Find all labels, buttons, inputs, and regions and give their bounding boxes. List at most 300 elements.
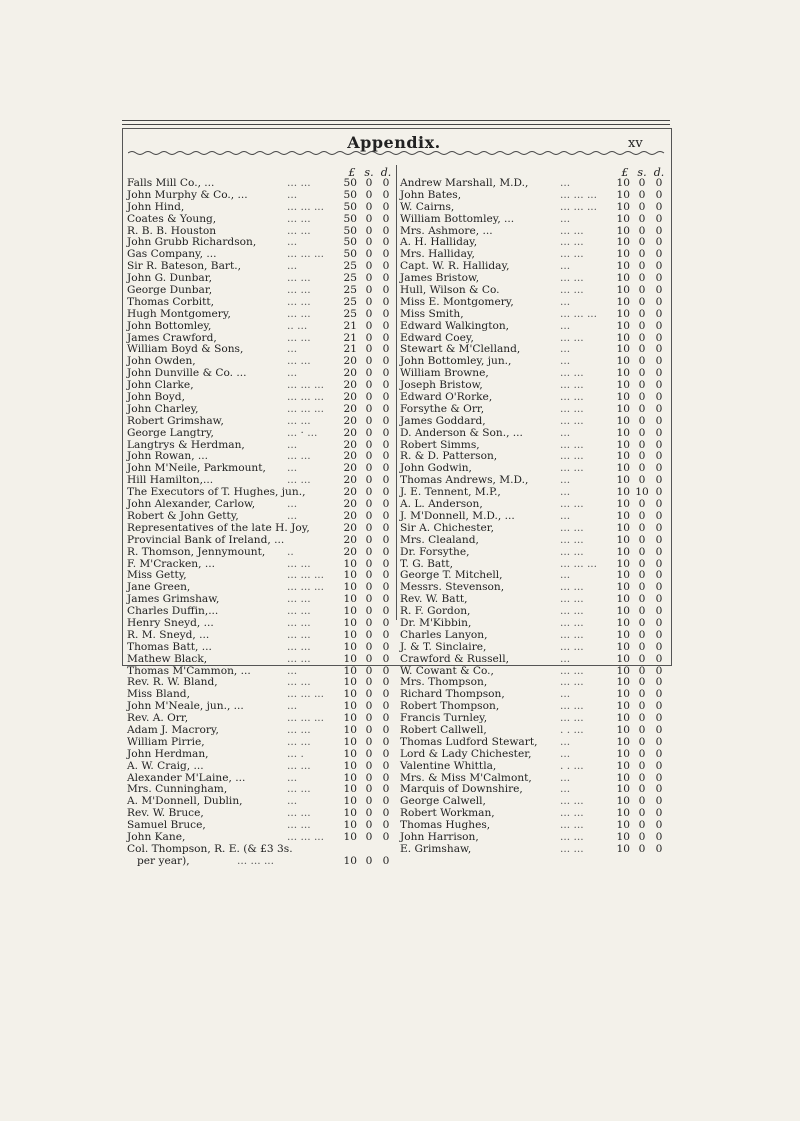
leader-dots: ... ... [560,819,584,832]
amount-pounds: 10 [616,700,630,713]
amount-shillings: 0 [638,664,646,677]
amount-pence: 0 [655,759,663,772]
leader-dots: ... [287,700,298,713]
list-item [400,749,667,761]
amount-pence: 0 [382,462,390,475]
leader-dots: ... ... [560,248,584,261]
amount-pounds: 10 [616,355,630,368]
amount-shillings: 0 [365,379,373,392]
entry-name: Capt. W. R. Halliday, [400,260,510,273]
leader-dots: ... ... ... [560,200,598,213]
amount-shillings: 0 [638,557,646,570]
amount-pounds: 20 [343,438,357,451]
amount-pence: 0 [382,545,390,558]
list-item [127,749,394,761]
leader-dots: ... ... [560,450,584,463]
entry-name: Valentine Whittla, [400,759,497,772]
leader-dots: ... · ... [287,426,318,439]
amount-pounds: 10 [616,819,630,832]
entry-name: Gas Company, ... [127,248,217,261]
leader-dots: ... [560,509,571,522]
amount-pence: 0 [655,177,663,189]
amount-shillings: 0 [638,819,646,832]
leader-dots: ... ... [560,795,584,808]
amount-pence: 0 [655,640,663,653]
amount-shillings: 0 [638,498,646,511]
amount-shillings: 0 [638,224,646,237]
amount-shillings: 0 [638,474,646,487]
amount-pounds: 10 [616,545,630,558]
amount-pounds: 10 [343,557,357,570]
amount-pence: 0 [655,426,663,439]
list-item [400,630,667,642]
amount-pence: 0 [655,842,663,855]
amount-shillings: 0 [365,462,373,475]
list-item [127,202,394,214]
left-column [127,166,394,868]
amount-pence: 0 [382,807,390,820]
leader-dots: ... [287,462,298,475]
amount-shillings: 0 [638,307,646,320]
entry-name: Miss E. Montgomery, [400,295,514,308]
entry-name: Samuel Bruce, [127,819,206,832]
entry-name: E. Grimshaw, [400,842,472,855]
amount-shillings: 0 [638,248,646,261]
amount-shillings: 0 [638,319,646,332]
entry-name: Miss Getty, [127,569,187,582]
amount-pence: 0 [382,414,390,427]
amount-shillings: 0 [365,426,373,439]
pounds-unit: £ [621,166,629,179]
amount-shillings: 0 [365,771,373,784]
amount-shillings: 0 [638,771,646,784]
amount-pence: 0 [382,188,390,201]
amount-pounds: 10 [616,771,630,784]
amount-pence: 0 [382,676,390,689]
amount-shillings: 0 [365,854,373,867]
entry-name: Rev. R. W. Bland, [127,676,218,689]
amount-shillings: 0 [638,272,646,285]
amount-pence: 0 [382,474,390,487]
amount-shillings: 0 [638,830,646,843]
leader-dots: ... ... [287,224,311,237]
amount-pounds: 25 [343,260,357,273]
amount-pounds: 20 [343,545,357,558]
amount-shillings: 0 [638,759,646,772]
entry-name: J. & T. Sinclaire, [400,640,487,653]
amount-shillings: 0 [365,248,373,261]
amount-pounds: 20 [343,367,357,380]
entry-name: John Bates, [400,188,462,201]
entry-name: W. Cairns, [400,200,455,213]
amount-pounds: 10 [616,379,630,392]
list-item [400,844,667,856]
entry-name: R. Thomson, Jennymount, [127,545,266,558]
amount-pence: 0 [655,747,663,760]
amount-shillings: 0 [638,688,646,701]
amount-shillings: 0 [365,498,373,511]
list-item [127,630,394,642]
amount-shillings: 0 [638,284,646,297]
amount-pounds: 20 [343,450,357,463]
leader-dots: ... [560,319,571,332]
entry-name: Edward O'Rorke, [400,391,493,404]
amount-pence: 0 [382,236,390,249]
amount-pence: 0 [655,664,663,677]
entry-name: A. H. Halliday, [400,236,478,249]
entry-name: Robert & John Getty, [127,509,239,522]
leader-dots: ... ... [560,807,584,820]
amount-shillings: 0 [638,807,646,820]
leader-dots: ... ... [287,295,311,308]
amount-pounds: 10 [343,688,357,701]
list-item [400,761,667,773]
amount-pence: 0 [655,402,663,415]
list-item [400,190,667,202]
leader-dots: ... [560,295,571,308]
amount-shillings: 10 [635,486,649,499]
leader-dots: ... [287,438,298,451]
amount-shillings: 0 [365,676,373,689]
amount-pence: 0 [382,854,390,867]
leader-dots: ... [560,260,571,273]
amount-pounds: 10 [616,688,630,701]
leader-dots: ... ... [287,640,311,653]
entry-name: Jane Green, [127,581,191,594]
entry-name: George Dunbar, [127,284,213,297]
amount-shillings: 0 [365,605,373,618]
entry-name: John Alexander, Carlow, [127,498,256,511]
amount-shillings: 0 [638,462,646,475]
entry-name: Robert Grimshaw, [127,414,224,427]
amount-shillings: 0 [638,379,646,392]
amount-pence: 0 [655,676,663,689]
entry-name: Miss Bland, [127,688,190,701]
amount-pounds: 10 [616,676,630,689]
amount-pounds: 10 [616,581,630,594]
amount-pence: 0 [382,593,390,606]
entry-name: Edward Coey, [400,331,474,344]
entry-name: F. M'Cracken, ... [127,557,215,570]
amount-pounds: 25 [343,272,357,285]
left-entries [127,178,394,844]
amount-shillings: 0 [365,438,373,451]
leader-dots: ... . [287,747,304,760]
amount-pounds: 21 [343,343,357,356]
amount-pounds: 10 [616,402,630,415]
entry-name: William Bottomley, ... [400,212,515,225]
entry-name: Dr. Forsythe, [400,545,470,558]
entry-name: Hugh Montgomery, [127,307,231,320]
amount-pounds: 10 [616,260,630,273]
amount-pounds: 20 [343,521,357,534]
leader-dots: ... ... [287,557,311,570]
leader-dots: ... ... [560,605,584,618]
entry-name: Langtrys & Herdman, [127,438,245,451]
entry-name: Thomas Andrews, M.D., [400,474,529,487]
amount-shillings: 0 [638,367,646,380]
right-entries [400,178,667,856]
amount-shillings: 0 [365,260,373,273]
amount-pounds: 10 [616,177,630,189]
amount-pence: 0 [382,260,390,273]
leader-dots: ... [560,486,571,499]
leader-dots: ... [560,688,571,701]
entry-name: Alexander M'Laine, ... [127,771,246,784]
amount-shillings: 0 [365,236,373,249]
entry-name: R. & D. Patterson, [400,450,498,463]
amount-pence: 0 [655,331,663,344]
amount-shillings: 0 [365,616,373,629]
amount-shillings: 0 [365,712,373,725]
leader-dots: ... ... [560,830,584,843]
leader-dots: ... ... ... [287,379,325,392]
entry-name: Charles Duffin,... [127,605,219,618]
amount-shillings: 0 [365,593,373,606]
amount-pounds: 20 [343,509,357,522]
leader-dots: ... ... [287,783,311,796]
leader-dots: ... [560,569,571,582]
amount-shillings: 0 [365,640,373,653]
entry-name: Mrs. Ashmore, ... [400,224,493,237]
amount-pounds: 10 [343,664,357,677]
leader-dots: ... ... [287,212,311,225]
page-number: xv [628,136,643,151]
amount-shillings: 0 [638,391,646,404]
amount-pence: 0 [382,426,390,439]
leader-dots: ... [287,343,298,356]
list-item [127,547,394,559]
leader-dots: ... ... ... [237,854,275,867]
amount-shillings: 0 [365,474,373,487]
amount-pounds: 21 [343,319,357,332]
amount-pounds: 20 [343,462,357,475]
leader-dots: ... ... [560,616,584,629]
entry-name: J. M'Donnell, M.D., ... [400,509,515,522]
amount-shillings: 0 [365,819,373,832]
amount-pence: 0 [655,224,663,237]
amount-pounds: 10 [616,783,630,796]
amount-pence: 0 [382,367,390,380]
leader-dots: ... ... [560,676,584,689]
amount-shillings: 0 [365,319,373,332]
leader-dots: ... ... [560,521,584,534]
amount-pence: 0 [382,652,390,665]
amount-pence: 0 [382,723,390,736]
entry-name: James Goddard, [400,414,486,427]
amount-pence: 0 [655,545,663,558]
amount-shillings: 0 [365,188,373,201]
top-rule [122,120,670,121]
amount-pence: 0 [382,819,390,832]
entry-name: D. Anderson & Son., ... [400,426,523,439]
leader-dots: ... [287,498,298,511]
amount-shillings: 0 [638,343,646,356]
amount-pounds: 10 [343,735,357,748]
entry-name: John M'Neale, jun., ... [127,700,244,713]
amount-pence: 0 [655,307,663,320]
leader-dots: ... [287,188,298,201]
leader-dots: ... ... [287,616,311,629]
leader-dots: ... ... [560,224,584,237]
amount-shillings: 0 [365,628,373,641]
amount-pounds: 10 [343,807,357,820]
amount-shillings: 0 [365,759,373,772]
amount-pounds: 10 [343,628,357,641]
leader-dots: ... ... [287,723,311,736]
entry-name: Joseph Bristow, [400,379,483,392]
amount-pence: 0 [655,367,663,380]
leader-dots: ... ... [287,272,311,285]
amount-shillings: 0 [638,450,646,463]
amount-pounds: 10 [616,569,630,582]
entry-name: John Murphy & Co., ... [127,188,248,201]
amount-pounds: 10 [343,652,357,665]
amount-pounds: 10 [616,533,630,546]
amount-shillings: 0 [365,533,373,546]
leader-dots: ... ... [287,307,311,320]
entry-name: Mathew Black, [127,652,208,665]
amount-pence: 0 [382,521,390,534]
leader-dots: ... [287,236,298,249]
amount-shillings: 0 [365,355,373,368]
entry-name: Stewart & M'Clelland, [400,343,521,356]
leader-dots: ... ... [560,664,584,677]
entry-name: R. F. Gordon, [400,605,471,618]
amount-pounds: 20 [343,498,357,511]
amount-pence: 0 [655,771,663,784]
leader-dots: ... ... [560,593,584,606]
amount-pence: 0 [655,652,663,665]
amount-pounds: 10 [616,842,630,855]
amount-pounds: 10 [343,783,357,796]
leader-dots: ... ... [560,533,584,546]
amount-shillings: 0 [638,331,646,344]
list-item [127,428,394,440]
amount-pounds: 50 [343,188,357,201]
entry-name: Rev. W. Batt, [400,593,468,606]
leader-dots: .. [287,545,294,558]
amount-pence: 0 [382,402,390,415]
entry-name: John Kane, [127,830,186,843]
list-item [400,416,667,428]
entry-name: John Hind, [127,200,185,213]
list-item [400,202,667,214]
leader-dots: ... ... [560,545,584,558]
amount-pence: 0 [382,355,390,368]
amount-pence: 0 [382,307,390,320]
amount-pounds: 10 [343,771,357,784]
list-item [400,321,667,333]
amount-pounds: 10 [616,652,630,665]
amount-pence: 0 [655,700,663,713]
amount-pounds: 10 [616,343,630,356]
amount-pounds: 50 [343,177,357,189]
amount-pence: 0 [655,188,663,201]
leader-dots: ... ... [560,712,584,725]
leader-dots: ... ... ... [560,307,598,320]
leader-dots: ... ... [287,177,311,189]
entry-name-line2: per year), [137,854,190,867]
amount-shillings: 0 [365,830,373,843]
amount-shillings: 0 [365,688,373,701]
amount-shillings: 0 [638,236,646,249]
amount-pounds: 10 [343,759,357,772]
amount-pounds: 21 [343,331,357,344]
amount-pounds: 10 [616,759,630,772]
amount-shillings: 0 [638,652,646,665]
leader-dots: ... [560,212,571,225]
amount-pounds: 20 [343,402,357,415]
entry-name: Falls Mill Co., ... [127,177,215,189]
list-item [400,654,667,666]
amount-pence: 0 [382,509,390,522]
leader-dots: ... ... [287,593,311,606]
amount-pence: 0 [382,272,390,285]
amount-pence: 0 [382,771,390,784]
amount-pence: 0 [382,747,390,760]
list-item [400,642,667,654]
amount-pounds: 10 [616,307,630,320]
leader-dots: ... ... [560,700,584,713]
wavy-rule [128,150,666,156]
entry-name: Mrs. & Miss M'Calmont, [400,771,532,784]
amount-shillings: 0 [365,343,373,356]
leader-dots: ... [560,735,571,748]
entry-name: Charles Lanyon, [400,628,488,641]
list-item [400,523,667,535]
entry-name: R. B. B. Houston [127,224,217,237]
entry-name: Adam J. Macrory, [127,723,219,736]
list-item [127,297,394,309]
amount-pounds: 10 [343,712,357,725]
amount-shillings: 0 [365,331,373,344]
amount-shillings: 0 [365,723,373,736]
amount-pence: 0 [655,533,663,546]
amount-pounds: 20 [343,474,357,487]
amount-pounds: 20 [343,486,357,499]
amount-shillings: 0 [365,700,373,713]
list-item [400,297,667,309]
amount-pounds: 10 [616,462,630,475]
amount-pounds: 50 [343,224,357,237]
leader-dots: ... ... ... [287,688,325,701]
entry-name: John Godwin, [400,462,472,475]
amount-pence: 0 [382,498,390,511]
entry-name: William Pirrie, [127,735,205,748]
entry-name: Forsythe & Orr, [400,402,485,415]
amount-shillings: 0 [365,177,373,189]
amount-pounds: 10 [616,331,630,344]
entry-name: Hull, Wilson & Co. [400,284,500,297]
entry-name: Rev. W. Bruce, [127,807,204,820]
entry-name: Dr. M'Kibbin, [400,616,472,629]
amount-pounds: 10 [343,723,357,736]
amount-shillings: 0 [638,509,646,522]
amount-pounds: 20 [343,414,357,427]
amount-shillings: 0 [365,664,373,677]
amount-pence: 0 [655,628,663,641]
leader-dots: ... [560,747,571,760]
entry-name: John Bottomley, jun., [400,355,512,368]
amount-shillings: 0 [638,628,646,641]
amount-pounds: 10 [343,569,357,582]
list-item [127,309,394,321]
amount-pounds: 10 [616,807,630,820]
amount-pounds: 10 [616,712,630,725]
amount-pence: 0 [655,486,663,499]
entry-name: Robert Simms, [400,438,480,451]
